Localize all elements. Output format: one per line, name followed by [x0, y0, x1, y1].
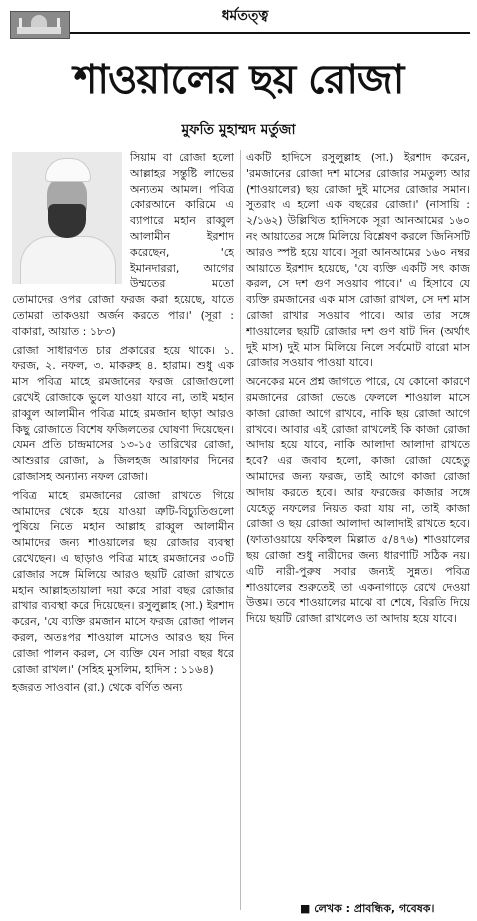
mosque-logo-icon: [10, 11, 70, 39]
right-column: [246, 150, 470, 910]
column-divider: [240, 150, 241, 910]
section-title: ধর্মতত্ত্ব: [221, 8, 269, 24]
paragraph: একটি হাদিসে রসুলুল্লাহ (সা.) ইরশাদ করেন, 'রমজানের রোজা দশ মাসের রোজার সমতুল্য আর (শাওয়ালের) ছয় রোজা দুই মাসের রোজার সমান। সুতরাং এ হলো এক বছরের রোজা।' (নাসায়ি : ২/১৬২) উল্লিখিত হাদিসকে সূরা আনআমের ১৬০ নং আয়াতের সঙ্গে মিলিয়ে বিশ্লেষণ করলে জিনিসটি আরও স্পষ্ট হয়ে যাবে। সূরা আনআমের ১৬০ নম্বর আয়াতে ইরশাদ হয়েছে, 'যে ব্যক্তি একটি সৎ কাজ করল, সে দশ গুণ সওয়াব পাবে।' এ হিসাবে যে ব্যক্তি রমজানের এক মাস রোজা রাখল, সে দশ মাস রোজা রাখার সওয়াব পাবে। আর তার সঙ্গে শাওয়ালের ছয়টি রোজার দশ গুণ ষাট দিন (অর্থাৎ দুই মাস) দুই মাস মিলিয়ে নিলে সর্বমোট বারো মাস রোজার সওয়াব পাওয়া যাবে।: [246, 151, 470, 370]
paragraph: হজরত সাওবান (রা.) থেকে বর্ণিত অন্য: [12, 681, 183, 695]
paragraph: পবিত্র মাহে রমজানের রোজা রাখতে গিয়ে আমাদের থেকে হয়ে যাওয়া ত্রুটি-বিচ্যুতিগুলো পুষিয়ে নিতে মহান আল্লাহ রাব্বুল আলামীন আমাদের জন্য শাওয়ালের ছয় রোজার ব্যবস্থা রেখেছেন। এ ছাড়াও পবিত্র মাহে রমজানের ৩০টি রোজার সঙ্গে মিলিয়ে আরও ছয়টি রোজা রাখতে মহান আল্লাহতায়ালা দয়া করে সারা বছর রোজার রাখার ব্যবস্থা করে দিয়েছেন। রসুলুল্লাহ (সা.) ইরশাদ করেন, 'যে ব্যক্তি রমজান মাসে ফরজ রোজা পালন করল, অতঃপর শাওয়াল মাসেও আরও ছয় দিন রোজা পালন করল, সে ব্যক্তি যেন সারা বছর ধরে রোজা রাখল।' (সহিহ মুসলিম, হাদিস : ১১৬৪): [12, 488, 234, 676]
paragraph: সিয়াম বা রোজা হলো আল্লাহর সন্তুষ্টি লাভের অন্যতম আমল। পবিত্র কোরআনে কারিমে এ ব্যাপারে মহান রাব্বুল আলামীন ইরশাদ করেছেন, 'হে ইমানদাররা, আগের উম্মতের মতো তোমাদের ওপর রোজা ফরজ করা হয়েছে, যাতে তোমরা তাকওয়া অর্জন করতে পার।' (সূরা : বাকারা, আয়াত : ১৮৩): [12, 151, 234, 338]
author-photo: [12, 152, 122, 284]
section-header: [0, 0, 477, 40]
paragraph: অনেকের মনে প্রশ্ন জাগতে পারে, যে কোনো কারণে রমজানের রোজা ভেঙে ফেললে শাওয়াল মাসে কাজা রোজা আগে রাখবে, নাকি ছয় রোজা আগে রাখবে। আবার এই রোজা রাখলেই কি কাজা রোজা আদায় হয়ে যাবে, নাকি আলাদা আলাদা রাখতে হবে? এর জবাব হলো, কাজা রোজা যেহেতু আমাদের জন্য ফরজ, তাই আগে কাজা রোজা আদায় করতে হবে। আর ফরজের কাজার সঙ্গে যেহেতু নফলের নিয়ত করা যায় না, তাই কাজা রোজা ও ছয় রোজা আলাদা আলাদাই রাখতে হবে। (ফাতাওয়ায়ে ফকিহুল মিল্লাত ৫/৪৭৬) শাওয়ালের ছয় রোজা শুধু নারীদের জন্য ধারণাটি সঠিক নয়। এটি নারী-পুরুষ সবার জন্যই সুন্নত। পবিত্র শাওয়ালের শুরুতেই তা একনাগাড়ে রেখে দেওয়া উত্তম। তবে শাওয়ালের মাঝে বা শেষে, বিরতি দিয়ে দিয়ে ছয়টি রোজা রাখলেও তা আদায় হয়ে যাবে।: [246, 375, 470, 626]
author-byline: মুফতি মুহাম্মদ মর্তুজা: [181, 122, 296, 138]
left-column: [12, 150, 234, 918]
header-divider: [70, 32, 470, 34]
paragraph: রোজা সাধারণত চার প্রকারের হয়ে থাকে। ১. ফরজ, ২. নফল, ৩. মাকরুহ ৪. হারাম। শুধু এক মাস পবিত্র মাহে রমজানের ফরজ রোজাগুলো রেখেই রোজাকে ভুলে যাওয়া যাবে না, তাই মহান রাব্বুল আলামীন পবিত্র মাহে রমজান ছাড়া আরও কিছু রোজাতে বিশেষ ফজিলতের ঘোষণা দিয়েছেন। যেমন প্রতি চান্দ্রমাসের ১৩-১৫ তারিখের রোজা, আশুরার রোজা, ৯ জিলহজ আরাফার দিনের রোজাসহ অন্যান্য নফল রোজা।: [12, 343, 234, 483]
article-headline: শাওয়ালের ছয় রোজা: [73, 57, 404, 103]
author-note: ■ লেখক : প্রাবন্ধিক, গবেষক।: [300, 902, 435, 915]
